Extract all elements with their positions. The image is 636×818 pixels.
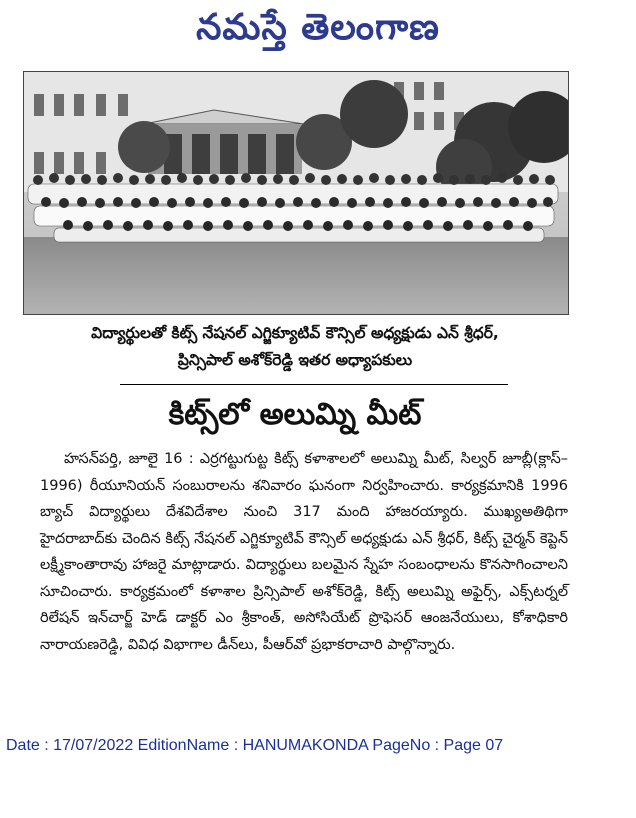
- divider: [120, 384, 508, 385]
- article-body: [40, 446, 568, 658]
- group-photo-illustration: [24, 72, 568, 314]
- caption-line-1: విద్యార్థులతో కిట్స్ నేషనల్ ఎగ్జిక్యూటివ్ కౌన్సిల్ అధ్యక్షుడు ఎన్ శ్రీధర్,: [91, 324, 499, 342]
- photo-caption: [23, 320, 567, 374]
- caption-line-2: ప్రిన్సిపాల్ అశోక్‌రెడ్డి ఇతర అధ్యాపకులు: [177, 351, 413, 369]
- masthead: [0, 2, 636, 52]
- newspaper-logo: నమస్తే తెలంగాణ: [196, 6, 440, 48]
- article-headline: కిట్స్‌లో అలుమ్ని మీట్: [168, 397, 422, 432]
- article-body-text: హసన్‌పర్తి, జూలై 16 : ఎర్రగట్టుగుట్ట కిట్స్ కళాశాలలో అలుమ్ని మీట్, సిల్వర్ జూబ్లీ(క్లాస్–1996) రీయూనియన్ సంబురాలను శనివారం ఘనంగా నిర్వహించారు. కార్యక్రమానికి 1996 బ్యాచ్ విద్యార్థులు దేశవిదేశాల నుంచి 317 మంది హాజరయ్యారు. ముఖ్యఅతిథిగా హైదరాబాద్‌కు చెందిన కిట్స్ నేషనల్ ఎగ్జిక్యూటివ్ కౌన్సిల్ అధ్యక్షుడు ఎన్ శ్రీధర్, కిట్స్ చైర్మన్ కెప్టెన్ లక్ష్మీకాంతారావు హాజరై మాట్లాడారు. విద్యార్థులు బలమైన స్నేహ సంబంధాలను కొనసాగించాలని సూచించారు. కార్యక్రమంలో కళాశాల ప్రిన్సిపాల్ అశోక్‌రెడ్డి, కిట్స్ అలుమ్ని అఫైర్స్, ఎక్స్‌టర్నల్ రిలేషన్ ఇన్‌చార్జ్ హెడ్ డాక్టర్ ఎం శ్రీకాంత్, అసోసియేట్ ప్రొఫెసర్ ఆంజనేయులు, కోశాధికారి నారాయణరెడ్డి, వివిధ విభాగాల డీన్‌లు, పీఆర్‌వో ప్రభాకరాచారి పాల్గొన్నారు.: [40, 451, 568, 653]
- edition-footer: Date : 17/07/2022 EditionName : HANUMAKONDA PageNo : Page 07: [6, 737, 504, 754]
- news-photo: [23, 71, 569, 315]
